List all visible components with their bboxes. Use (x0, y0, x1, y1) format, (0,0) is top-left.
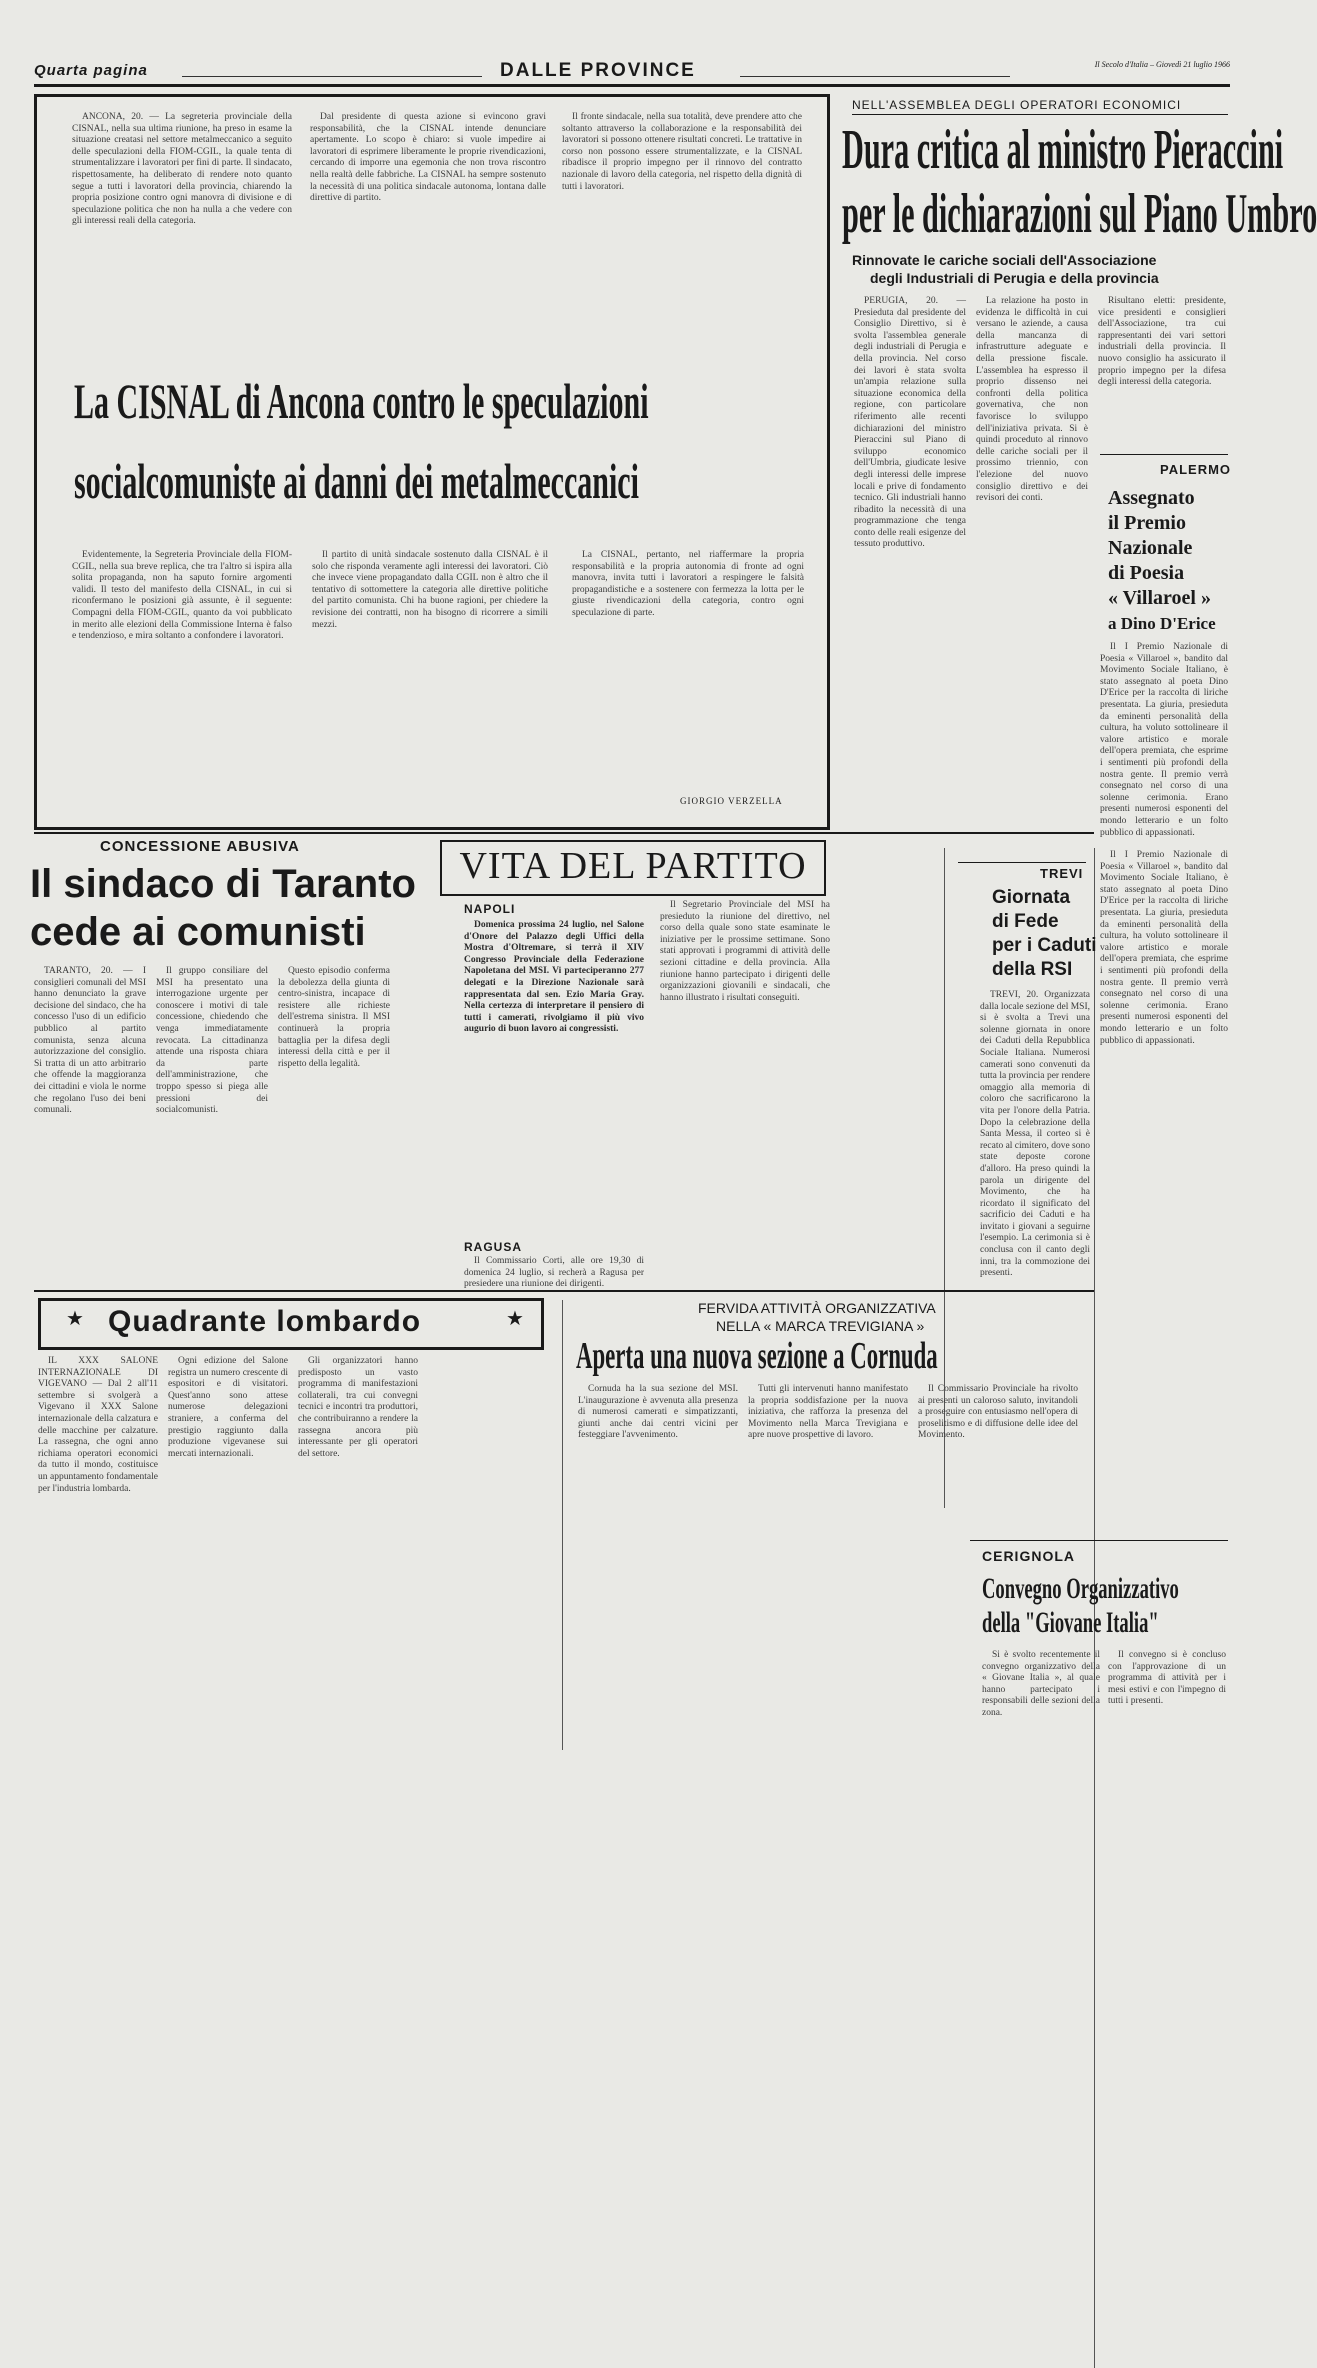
palermo-place: PALERMO (1160, 462, 1232, 477)
pieraccini-headline-1: Dura critica al ministro Pieraccini (842, 119, 1284, 181)
cerignola-col2: Il convegno si è concluso con l'approvazione di un programma di attività per i mesi estivi e con l'impegno di tutti i presenti. (1108, 1650, 1226, 1707)
palermo-headline-1: Assegnato (1108, 487, 1195, 509)
cisnal-headline-1: La CISNAL di Ancona contro le speculazioni (74, 373, 649, 429)
pieraccini-col3: Risultano eletti: presidente, vice presidenti e consiglieri dell'Associazione, tra cui rappresentanti dei vari settori industriali della provincia. Il nuovo consiglio ha assicurato il proprio impegno per la difesa degli interessi della categoria. (1098, 296, 1226, 388)
napoli-label: NAPOLI (464, 902, 516, 916)
header-rule (34, 84, 1230, 87)
cisnal-lower-col2: Il partito di unità sindacale sostenuto dalla CISNAL è il solo che risponda veramente agli interessi dei lavoratori. Ciò che invece viene propagandato dalla CGIL non è altro che il tentativo di sottomettere la categoria alle direttive politiche del partito comunista. Chi ha buone ragioni, per chiedere la revisione dei contratti, non ha bisogno di ricorrere a simili mezzi. (312, 550, 548, 630)
ragusa-text: Il Commissario Corti, alle ore 19,30 di domenica 24 luglio, si recherà a Ragusa per presiedere una riunione dei dirigenti. (464, 1256, 644, 1290)
quadrante-star-left: ★ (66, 1306, 84, 1330)
cerignola-col1: Si è svolto recentemente il convegno organizzativo della « Giovane Italia », al quale hanno partecipato i responsabili delle sezioni della zona. (982, 1650, 1100, 1718)
trevi-body: TREVI, 20. Organizzata dalla locale sezione del MSI, si è svolta a Trevi una solenne giornata in onore dei Caduti della Repubblica Sociale Italiana. Numerosi camerati sono convenuti da tutta la provincia per rendere omaggio alla memoria di coloro che sacrificarono la vita per l'onore della Patria. Dopo la celebrazione della Santa Messa, il corteo si è recato al cimitero, dove sono state deposte corone d'alloro. Ha preso quindi la parola un dirigente del Movimento, che ha ricordato il significato del sacrificio dei Caduti e ha invitato i giovani a seguirne l'esempio. La cerimonia si è conclusa con il canto degli inni, tra la commozione dei presenti. (980, 990, 1091, 1279)
palermo-body-continued: Il I Premio Nazionale di Poesia « Villaroel », bandito dal Movimento Sociale Italiano, è stato assegnato al poeta Dino D'Erice per la raccolta di liriche presentata. La giuria, presieduta da eminenti personalità della cultura, ha voluto sottolineare il valore artistico e morale dell'opera premiata, che esprime i sentimenti più profondi della nostra gente. Il premio verrà consegnato nel corso di una solenne cerimonia. Erano presenti numerosi esponenti del mondo letterario e un folto pubblico di appassionati. (1100, 850, 1228, 1046)
trevi-headline-3: per i Caduti (992, 935, 1097, 956)
quadrante-star-right: ★ (506, 1306, 524, 1330)
taranto-headline-2: cede ai comunisti (30, 910, 366, 954)
trevi-headline (992, 886, 1097, 982)
quadrante-col1: IL XXX SALONE INTERNAZIONALE DI VIGEVANO — Dal 2 all'11 settembre si svolgerà a Vigevano il XXX Salone internazionale della calzatura e delle macchine per calzature. La rassegna, che ogni anno richiama operatori economici da tutto il mondo, costituisce un appuntamento fondamentale per l'industria lombarda. (38, 1356, 158, 1494)
cerignola-rule (970, 1540, 1228, 1541)
pieraccini-headline-2: per le dichiarazioni sul Piano Umbro (842, 183, 1317, 245)
trevi-headline-2: di Fede (992, 911, 1059, 932)
header-rule-right (740, 76, 1010, 77)
palermo-headline-4: di Poesia (1108, 562, 1185, 584)
palermo-rule (1100, 454, 1228, 455)
trevi-headline-4: della RSI (992, 959, 1073, 980)
taranto-col1: TARANTO, 20. — I consiglieri comunali del MSI hanno denunciato la grave decisione del sindaco, che ha concesso l'uso di un edificio pubblico al partito comunista, senza alcuna autorizzazione del consiglio. Si tratta di un atto arbitrario che offende la maggioranza dei cittadini e viola le norme che regolano l'uso dei beni comunali. (34, 966, 146, 1116)
cornuda-headline: Aperta una nuova sezione a Cornuda (576, 1335, 938, 1377)
header-rule-left (182, 76, 482, 77)
quadrante-col2: Ogni edizione del Salone registra un numero crescente di espositori e di visitatori. Quest'anno sono attese numerose delegazioni straniere, a conferma del prestigio raggiunto dalla produzione vigevanese sui mercati internazionali. (168, 1356, 288, 1459)
trevi-rule (958, 862, 1086, 863)
ragusa-label: RAGUSA (464, 1240, 523, 1254)
quadrante-col3: Gli organizzatori hanno predisposto un vasto programma di manifestazioni collaterali, tra cui convegni tecnici e incontri tra produttori, che contribuiranno a rendere la rassegna ancora più interessante per gli operatori del settore. (298, 1356, 418, 1459)
trevi-headline-1: Giornata (992, 887, 1071, 908)
category-label: DALLE PROVINCE (500, 60, 696, 81)
quadrante-title: Quadrante lombardo (108, 1305, 422, 1338)
cerignola-place: CERIGNOLA (982, 1548, 1075, 1564)
cisnal-signature: GIORGIO VERZELLA (680, 796, 783, 806)
cerignola-headline-2: della "Giovane Italia" (982, 1606, 1159, 1639)
pieraccini-subhead-2: degli Industriali di Perugia e della provincia (870, 270, 1159, 286)
palermo-headline-6: a Dino D'Erice (1108, 614, 1216, 633)
pieraccini-kicker-rule (852, 114, 1228, 115)
trevi-place: TREVI (1040, 866, 1084, 881)
mid-rule (34, 832, 1094, 834)
cornuda-col1: Cornuda ha la sua sezione del MSI. L'inaugurazione è avvenuta alla presenza di numerosi camerati e simpatizzanti, giunti anche dai centri vicini per festeggiare l'avvenimento. (578, 1384, 738, 1441)
palermo-body: Il I Premio Nazionale di Poesia « Villaroel », bandito dal Movimento Sociale Italiano, è stato assegnato al poeta Dino D'Erice per la raccolta di liriche presentata. La giuria, presieduta da eminenti personalità della cultura, ha voluto sottolineare il valore artistico e morale dell'opera premiata, che esprime i sentimenti più profondi della nostra gente. Il premio verrà consegnato nel corso di una solenne cerimonia. Erano presenti numerosi esponenti del mondo letterario e un folto pubblico di appassionati. (1100, 642, 1228, 838)
taranto-headline-1: Il sindaco di Taranto (30, 862, 416, 906)
cisnal-headline-2: socialcomuniste ai danni dei metalmeccanici (74, 453, 639, 509)
cisnal-lower-col1: Evidentemente, la Segreteria Provinciale della FIOM-CGIL, nella sua breve replica, che tra l'altro si ispira alla solita propaganda, non ha saputo fornire argomenti validi. Il testo del manifesto della CISNAL, in cui si riconfermano le posizioni già assunte, è il seguente: Compagni della FIOM-CGIL, quanto da voi pubblicato in merito alle elezioni della Commissione Interna è falso e tendenzioso, e mira soltanto a confondere i lavoratori. (72, 550, 292, 642)
cornuda-col3: Il Commissario Provinciale ha rivolto ai presenti un caloroso saluto, invitandoli a proseguire con entusiasmo nell'opera di proselitismo e di diffusione delle idee del Movimento. (918, 1384, 1078, 1441)
partito-title: VITA DEL PARTITO (459, 845, 807, 887)
palermo-headline-5: « Villaroel » (1108, 587, 1211, 609)
cisnal-lower-col3: La CISNAL, pertanto, nel riaffermare la propria responsabilità e la propria autonomia di fronte ad ogni manovra, invita tutti i lavoratori a respingere le falsità propagandistiche e a sostenere con fermezza la lotta per le giuste rivendicazioni della categoria, contro ogni speculazione di parte. (572, 550, 804, 618)
cerignola-headline-1: Convegno Organizzativo (982, 1572, 1179, 1605)
palermo-headline-3: Nazionale (1108, 537, 1193, 559)
cisnal-upper-col2: Dal presidente di questa azione si evincono gravi responsabilità, che la CISNAL intende denunciare apertamente. Lo scopo è chiaro: si vuole impedire ai lavoratori di esprimere liberamente le proprie rivendicazioni, cercando di imporre una egemonia che non trova riscontro nella realtà delle fabbriche. La CISNAL ha sempre sostenuto la necessità di una politica sindacale autonoma, lontana dalle direttive di partito. (310, 112, 546, 204)
pieraccini-col2: La relazione ha posto in evidenza le difficoltà in cui versano le aziende, a causa della mancanza di infrastrutture adeguate e della pressione fiscale. L'assemblea ha espresso il proprio dissenso nei confronti della politica governativa, che non favorisce lo sviluppo dell'iniziativa privata. Si è quindi proceduto al rinnovo delle cariche sociali per il prossimo triennio, con l'elezione del nuovo consiglio direttivo e dei revisori dei conti. (976, 296, 1088, 504)
palermo-headline-2: il Premio (1108, 512, 1186, 534)
paper-date: Il Secolo d'Italia – Giovedì 21 luglio 1966 (1094, 60, 1230, 69)
bottom-section-rule (34, 1290, 1094, 1292)
pieraccini-subhead-1: Rinnovate le cariche sociali dell'Associazione (852, 252, 1157, 268)
taranto-col3: Questo episodio conferma la debolezza della giunta di centro-sinistra, incapace di resistere alle richieste dell'estrema sinistra. Il MSI continuerà la propria battaglia per la difesa degli interessi della città e per il rispetto della legalità. (278, 966, 390, 1069)
napoli-col1: Domenica prossima 24 luglio, nel Salone d'Onore del Palazzo degli Uffici della Mostra d'Oltremare, si terrà il XIV Congresso Provinciale della Federazione Napoletana del MSI. Vi parteciperanno 277 delegati e la Direzione Nazionale sarà rappresentata dal sen. Ezio Maria Gray. Nella certezza di interpretare il pensiero di tutti i camerati, rivolgiamo il più vivo augurio di buon lavoro ai congressisti. (464, 920, 644, 1035)
section-label: Quarta pagina (34, 62, 148, 79)
palermo-headline (1108, 486, 1232, 636)
pieraccini-kicker: NELL'ASSEMBLEA DEGLI OPERATORI ECONOMICI (852, 98, 1182, 112)
pieraccini-col1: PERUGIA, 20. — Presieduta dal presidente del Consiglio Direttivo, si è svolta l'assemblea generale degli industriali di Perugia e della provincia. Nel corso dei lavori è stata svolta un'ampia relazione sulla situazione economica della regione, con particolare riferimento alle recenti dichiarazioni del ministro Pieraccini sul Piano di sviluppo economico dell'Umbria, giudicate lesive degli interessi delle imprese locali e prive di fondamento tecnico. Gli industriali hanno ribadito la necessità di una programmazione che tenga conto delle reali esigenze del tessuto produttivo. (854, 296, 966, 550)
cornuda-kicker-2: NELLA « MARCA TREVIGIANA » (716, 1318, 925, 1334)
taranto-kicker: CONCESSIONE ABUSIVA (100, 838, 300, 855)
cornuda-col2: Tutti gli intervenuti hanno manifestato la propria soddisfazione per la nuova iniziativa, che rafforza la presenza del Movimento nella Marca Trevigiana e apre nuove prospettive di lavoro. (748, 1384, 908, 1441)
napoli-col2: Il Segretario Provinciale del MSI ha presieduto la riunione del direttivo, nel corso della quale sono state esaminate le iniziative per le prossime settimane. Sono stati approvati i programmi di attività delle sezioni cittadine e della provincia. Alla riunione hanno partecipato i dirigenti delle organizzazioni giovanili e sindacali, che hanno illustrato i risultati conseguiti. (660, 900, 830, 1003)
cisnal-upper-col1: ANCONA, 20. — La segreteria provinciale della CISNAL, nella sua ultima riunione, ha preso in esame la situazione creatasi nel settore metalmeccanico a seguito delle speculazioni della FIOM-CGIL, la quale tenta di strumentalizzare i lavoratori per fini di parte. Il sindacato, rispettosamente, ha deliberato di rendere noto quanto segue a tutti i lavoratori della provincia, chiarendo la propria posizione contro ogni manovra di divisione e di speculazione politica che non ha nulla a che vedere con gli interessi reali della categoria. (72, 112, 292, 227)
cornuda-kicker-1: FERVIDA ATTIVITÀ ORGANIZZATIVA (698, 1300, 936, 1316)
taranto-col2: Il gruppo consiliare del MSI ha presentato una interrogazione urgente per conoscere i motivi di tale concessione, chiedendo che venga immediatamente revocata. La cittadinanza attende una risposta chiara da parte dell'amministrazione, che troppo spesso si piega alle pressioni dei socialcomunisti. (156, 966, 268, 1116)
cisnal-upper-col3: Il fronte sindacale, nella sua totalità, deve prendere atto che soltanto attraverso la collaborazione e la responsabilità dei lavoratori si possono ottenere risultati concreti. Le trattative in corso non possono essere strumentalizzate, e la CISNAL ribadisce il proprio impegno per il rinnovo del contratto nazionale di lavoro della categoria, nel rispetto della dignità di tutti i lavoratori. (562, 112, 802, 192)
quadrante-divider (562, 1300, 563, 1750)
